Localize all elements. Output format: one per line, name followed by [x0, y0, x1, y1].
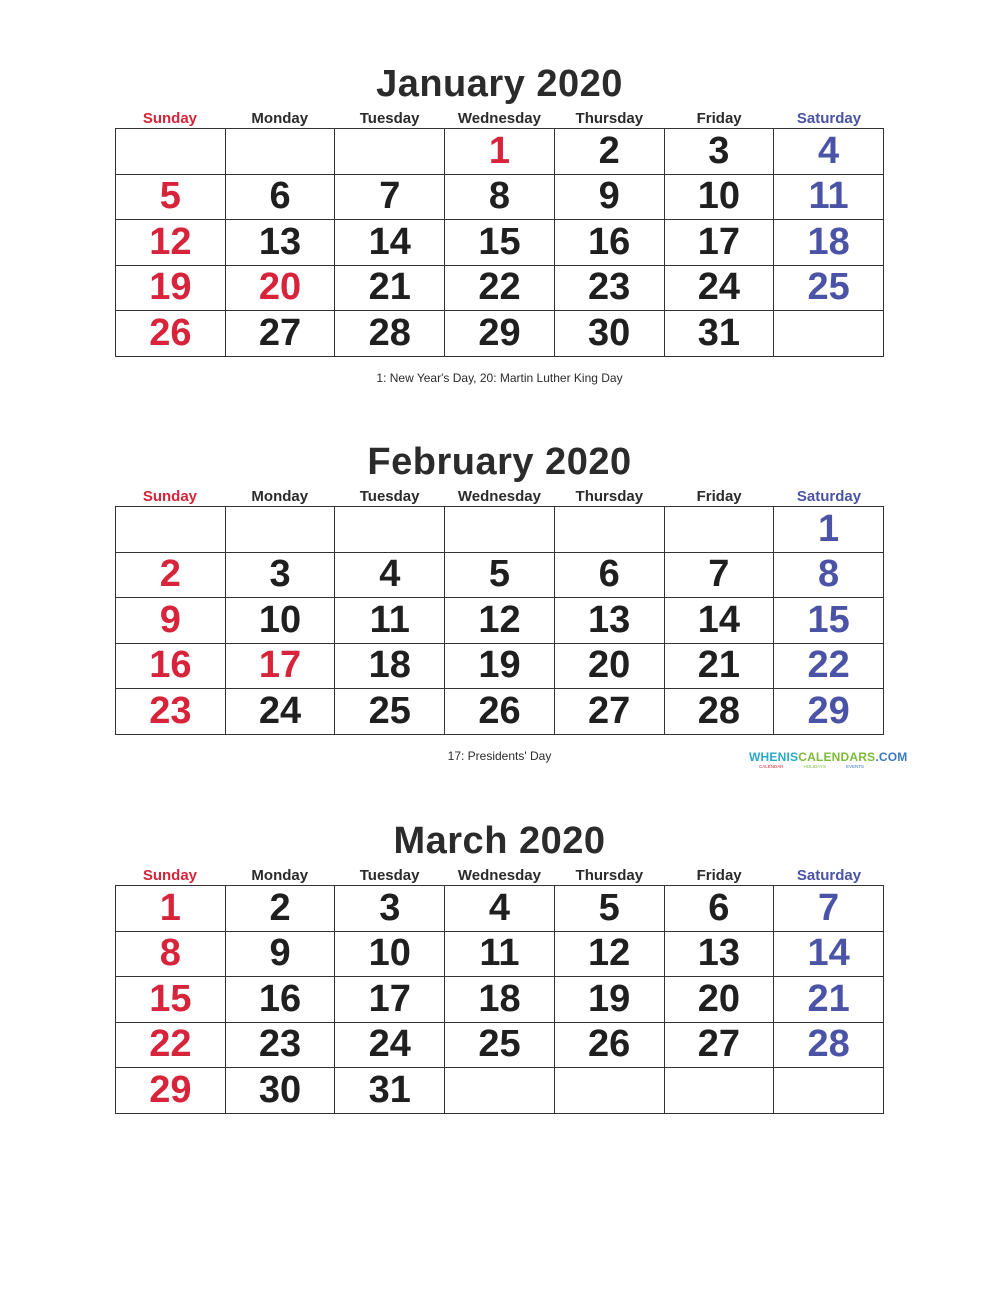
empty-day-cell — [664, 507, 774, 553]
brand-tags — [749, 764, 874, 770]
weekday-header-row — [115, 110, 884, 128]
week-row — [116, 174, 884, 220]
day-cell: 9 — [554, 174, 664, 220]
weekday-label-sunday: Sunday — [142, 867, 198, 884]
day-cell: 12 — [554, 931, 664, 977]
weekday-label-tuesday: Tuesday — [359, 110, 420, 127]
brand-logo — [749, 750, 908, 770]
day-cell: 11 — [774, 174, 884, 220]
empty-day-cell — [774, 1068, 884, 1114]
week-row — [116, 265, 884, 311]
day-cell: 22 — [116, 1022, 226, 1068]
holiday-note: 17: Presidents' Day — [447, 749, 552, 763]
week-row — [116, 311, 884, 357]
weekday-label-saturday: Saturday — [796, 867, 862, 884]
empty-day-cell — [116, 129, 226, 175]
day-cell: 18 — [335, 643, 445, 689]
day-cell: 13 — [554, 598, 664, 644]
day-cell: 23 — [225, 1022, 335, 1068]
brand-name-part3: .COM — [875, 750, 908, 764]
day-cell: 5 — [116, 174, 226, 220]
day-cell: 14 — [774, 931, 884, 977]
week-row — [116, 689, 884, 735]
weekday-label-monday: Monday — [251, 110, 309, 127]
day-cell: 1 — [445, 129, 555, 175]
day-cell: 2 — [225, 886, 335, 932]
week-row — [116, 886, 884, 932]
day-cell: 11 — [445, 931, 555, 977]
day-cell: 20 — [664, 977, 774, 1023]
day-cell: 17 — [664, 220, 774, 266]
brand-tag: CALENDAR — [759, 764, 784, 769]
day-cell: 10 — [664, 174, 774, 220]
day-cell: 18 — [774, 220, 884, 266]
day-cell: 8 — [116, 931, 226, 977]
day-cell: 9 — [225, 931, 335, 977]
week-row — [116, 552, 884, 598]
day-cell: 12 — [116, 220, 226, 266]
day-cell: 30 — [225, 1068, 335, 1114]
day-cell: 3 — [335, 886, 445, 932]
week-row — [116, 1022, 884, 1068]
day-cell: 29 — [116, 1068, 226, 1114]
day-cell: 12 — [445, 598, 555, 644]
day-cell: 28 — [774, 1022, 884, 1068]
day-cell: 21 — [664, 643, 774, 689]
day-cell: 10 — [225, 598, 335, 644]
day-cell: 6 — [225, 174, 335, 220]
week-row — [116, 977, 884, 1023]
weekday-label-thursday: Thursday — [575, 110, 644, 127]
day-cell: 15 — [445, 220, 555, 266]
day-cell: 16 — [225, 977, 335, 1023]
brand-tag: EVENTS — [845, 764, 864, 769]
empty-day-cell — [225, 129, 335, 175]
day-cell: 31 — [335, 1068, 445, 1114]
day-cell: 13 — [664, 931, 774, 977]
day-cell: 8 — [774, 552, 884, 598]
day-cell: 27 — [664, 1022, 774, 1068]
day-cell: 25 — [445, 1022, 555, 1068]
day-cell: 21 — [774, 977, 884, 1023]
weekday-label-sunday: Sunday — [142, 110, 198, 127]
day-cell: 4 — [774, 129, 884, 175]
day-cell: 6 — [664, 886, 774, 932]
empty-day-cell — [335, 507, 445, 553]
empty-day-cell — [335, 129, 445, 175]
empty-day-cell — [664, 1068, 774, 1114]
day-cell: 20 — [554, 643, 664, 689]
day-cell: 17 — [335, 977, 445, 1023]
day-cell: 1 — [774, 507, 884, 553]
month-title: February 2020 — [367, 441, 632, 483]
weekday-label-friday: Friday — [696, 488, 742, 505]
day-cell: 4 — [445, 886, 555, 932]
day-cell: 18 — [445, 977, 555, 1023]
brand-name — [749, 750, 908, 764]
day-cell: 24 — [225, 689, 335, 735]
day-cell: 8 — [445, 174, 555, 220]
day-cell: 27 — [225, 311, 335, 357]
empty-day-cell — [116, 507, 226, 553]
calendar-grid — [115, 128, 884, 357]
day-cell: 9 — [116, 598, 226, 644]
day-cell: 15 — [774, 598, 884, 644]
month-title: March 2020 — [393, 820, 606, 862]
day-cell: 5 — [554, 886, 664, 932]
weekday-header-row — [115, 867, 884, 885]
weekday-label-wednesday: Wednesday — [457, 867, 541, 884]
day-cell: 26 — [445, 689, 555, 735]
week-row — [116, 507, 884, 553]
empty-day-cell — [774, 311, 884, 357]
weekday-label-tuesday: Tuesday — [359, 867, 420, 884]
week-row — [116, 129, 884, 175]
day-cell: 7 — [335, 174, 445, 220]
day-cell: 22 — [445, 265, 555, 311]
day-cell: 31 — [664, 311, 774, 357]
weekday-label-thursday: Thursday — [575, 867, 644, 884]
day-cell: 19 — [554, 977, 664, 1023]
week-row — [116, 643, 884, 689]
empty-day-cell — [554, 1068, 664, 1114]
weekday-label-sunday: Sunday — [142, 488, 198, 505]
day-cell: 28 — [335, 311, 445, 357]
week-row — [116, 931, 884, 977]
day-cell: 3 — [225, 552, 335, 598]
empty-day-cell — [554, 507, 664, 553]
weekday-label-wednesday: Wednesday — [457, 110, 541, 127]
day-cell: 3 — [664, 129, 774, 175]
day-cell: 1 — [116, 886, 226, 932]
week-row — [116, 598, 884, 644]
day-cell: 19 — [445, 643, 555, 689]
day-cell: 24 — [664, 265, 774, 311]
day-cell: 19 — [116, 265, 226, 311]
weekday-label-saturday: Saturday — [796, 488, 862, 505]
weekday-label-monday: Monday — [251, 488, 309, 505]
day-cell: 23 — [116, 689, 226, 735]
weekday-label-friday: Friday — [696, 110, 742, 127]
weekday-label-thursday: Thursday — [575, 488, 644, 505]
day-cell: 7 — [664, 552, 774, 598]
day-cell: 5 — [445, 552, 555, 598]
day-cell: 14 — [664, 598, 774, 644]
holiday-note: 1: New Year's Day, 20: Martin Luther King Day — [376, 371, 623, 385]
weekday-label-friday: Friday — [696, 867, 742, 884]
empty-day-cell — [225, 507, 335, 553]
month-title: January 2020 — [376, 63, 623, 105]
week-row — [116, 220, 884, 266]
day-cell: 23 — [554, 265, 664, 311]
week-row — [116, 1068, 884, 1114]
weekday-label-wednesday: Wednesday — [457, 488, 541, 505]
day-cell: 16 — [116, 643, 226, 689]
weekday-header-row — [115, 488, 884, 506]
brand-name-part1: WHENIS — [749, 750, 799, 764]
day-cell: 10 — [335, 931, 445, 977]
brand-name-part2: CALENDARS — [798, 750, 876, 764]
day-cell: 17 — [225, 643, 335, 689]
calendar-grid — [115, 506, 884, 735]
day-cell: 25 — [335, 689, 445, 735]
day-cell: 11 — [335, 598, 445, 644]
day-cell: 22 — [774, 643, 884, 689]
day-cell: 27 — [554, 689, 664, 735]
weekday-label-tuesday: Tuesday — [359, 488, 420, 505]
calendar-grid — [115, 885, 884, 1114]
day-cell: 26 — [554, 1022, 664, 1068]
day-cell: 16 — [554, 220, 664, 266]
weekday-label-monday: Monday — [251, 867, 309, 884]
empty-day-cell — [445, 1068, 555, 1114]
day-cell: 7 — [774, 886, 884, 932]
day-cell: 2 — [554, 129, 664, 175]
day-cell: 24 — [335, 1022, 445, 1068]
weekday-label-saturday: Saturday — [796, 110, 862, 127]
day-cell: 15 — [116, 977, 226, 1023]
empty-day-cell — [445, 507, 555, 553]
day-cell: 6 — [554, 552, 664, 598]
day-cell: 2 — [116, 552, 226, 598]
day-cell: 4 — [335, 552, 445, 598]
day-cell: 30 — [554, 311, 664, 357]
day-cell: 28 — [664, 689, 774, 735]
day-cell: 20 — [225, 265, 335, 311]
day-cell: 13 — [225, 220, 335, 266]
brand-tag: HOLIDAYS — [803, 764, 826, 769]
day-cell: 29 — [774, 689, 884, 735]
day-cell: 29 — [445, 311, 555, 357]
day-cell: 25 — [774, 265, 884, 311]
day-cell: 14 — [335, 220, 445, 266]
day-cell: 26 — [116, 311, 226, 357]
day-cell: 21 — [335, 265, 445, 311]
